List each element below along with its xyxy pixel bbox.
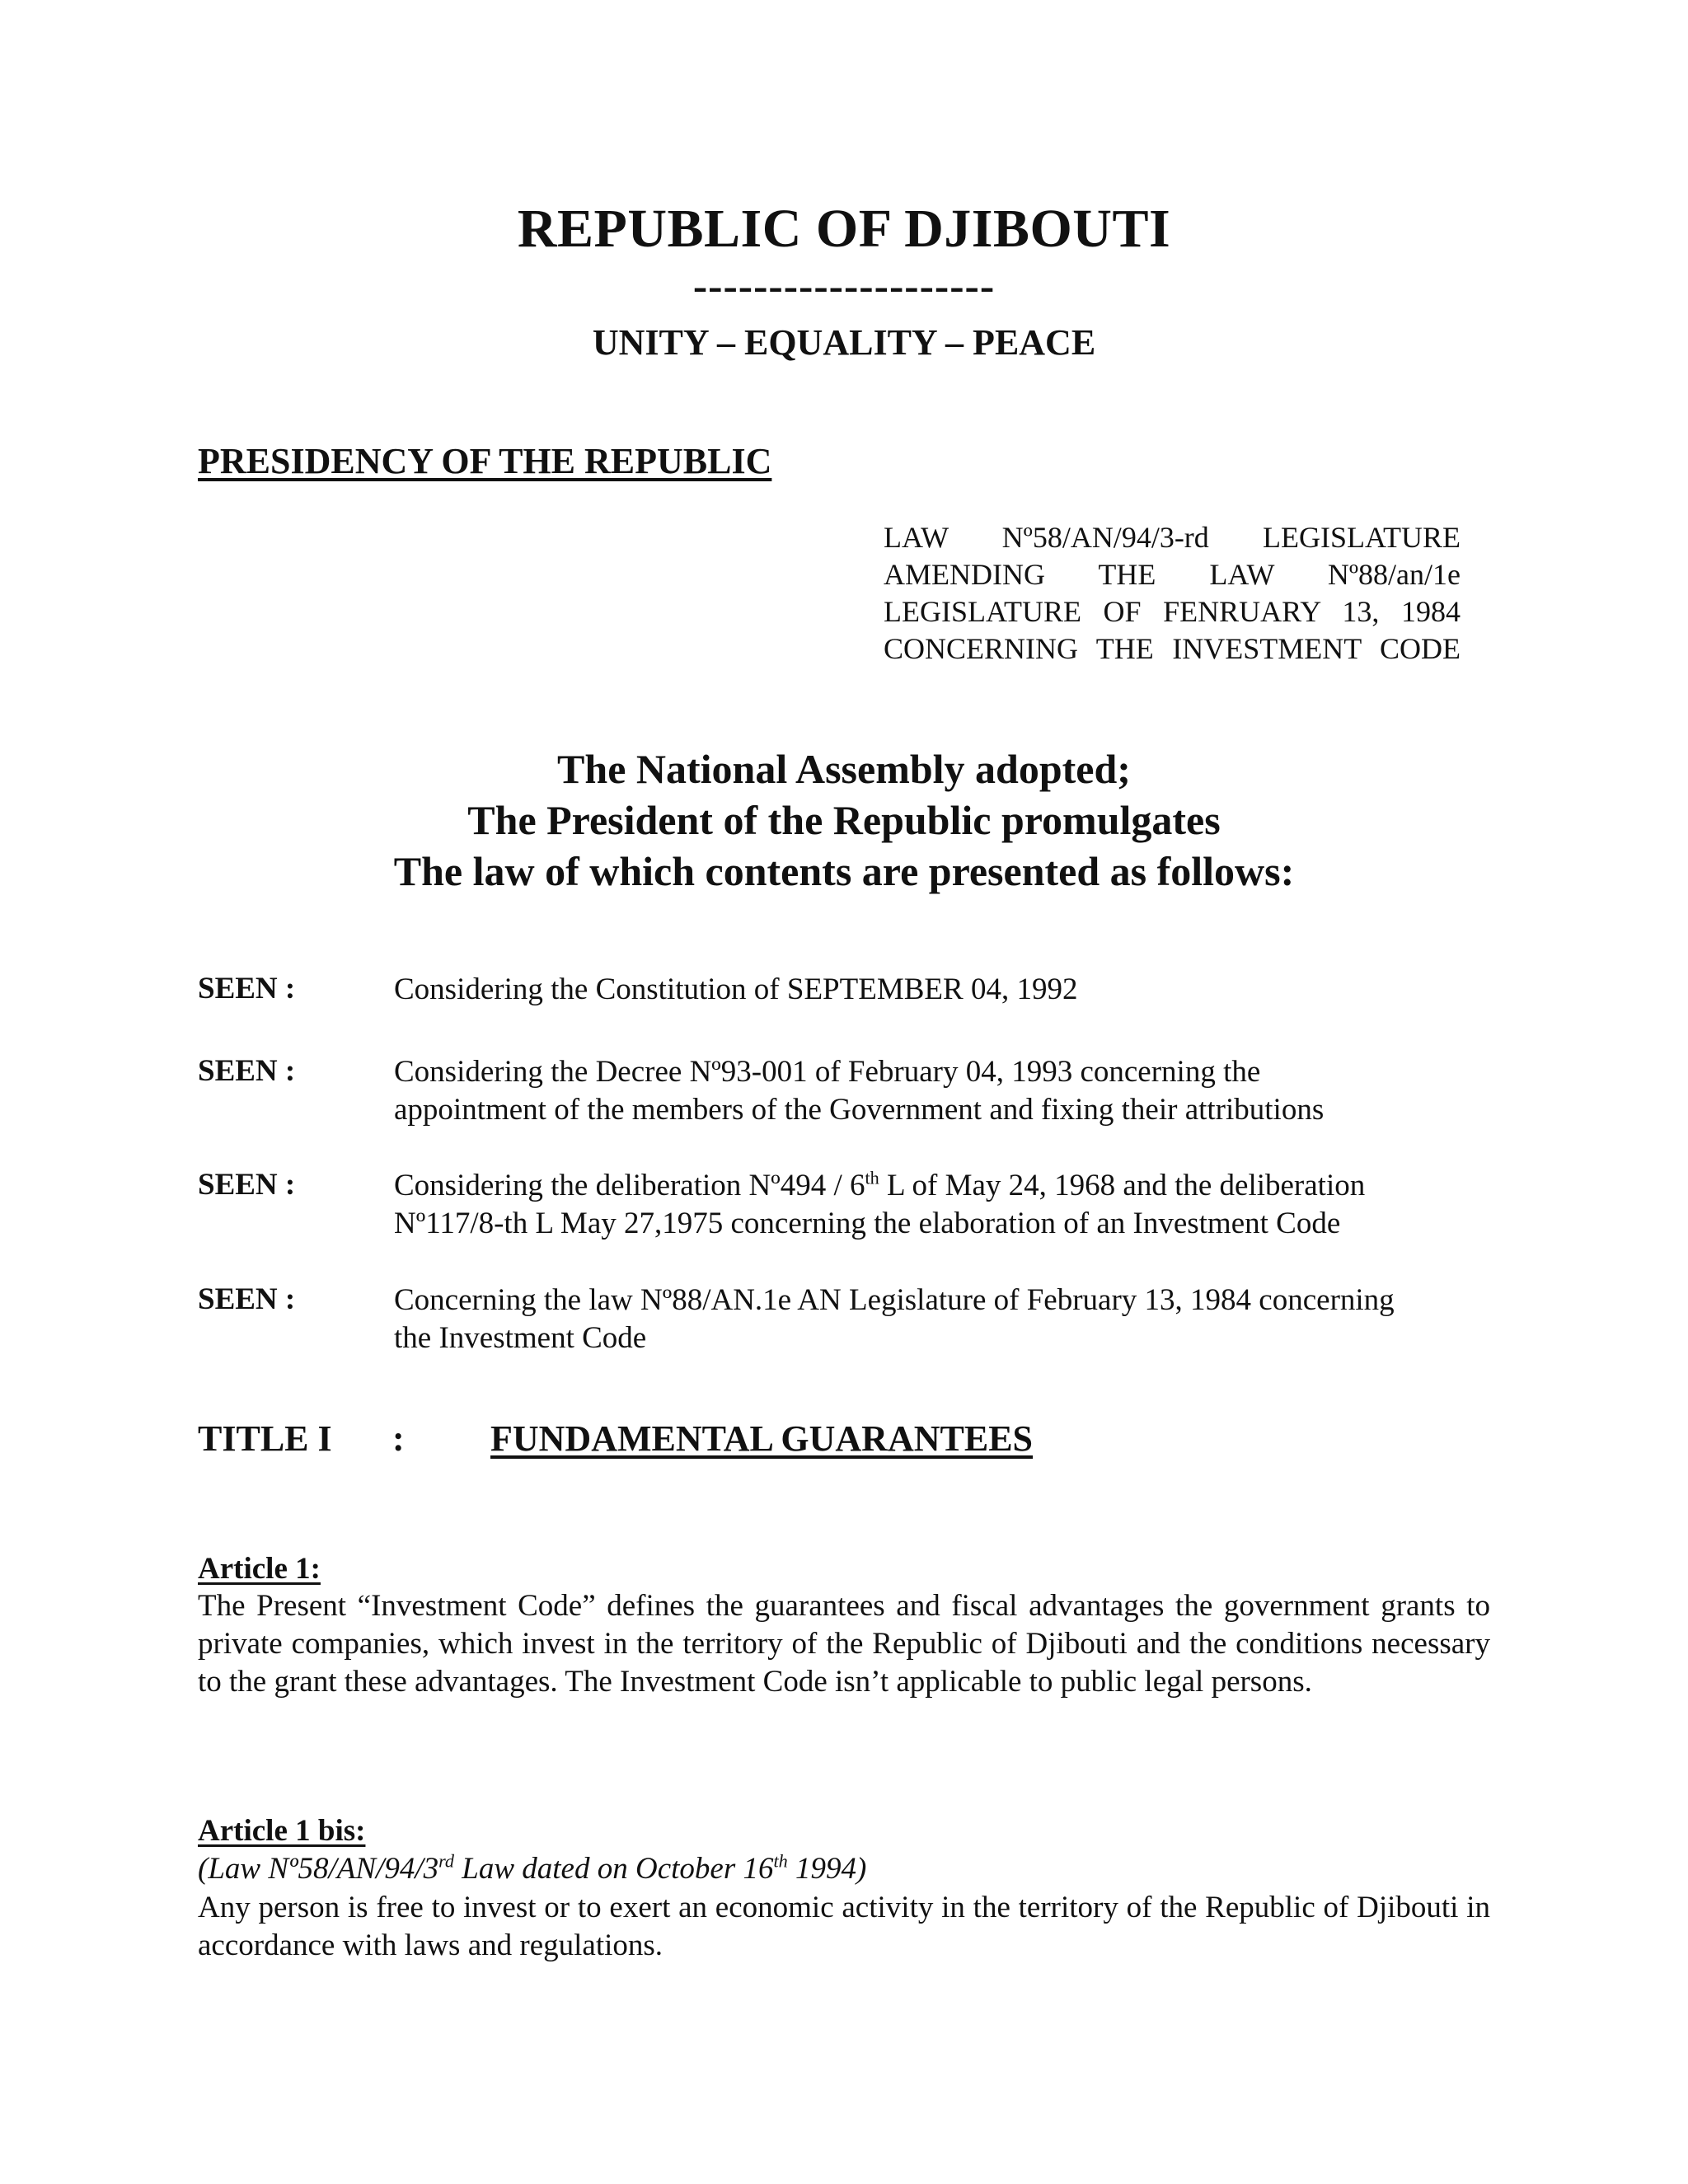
article-body: Any person is free to invest or to exert an economic activity in the territory of the Republic of Djibouti in accordance with laws and regulations. — [198, 1891, 1490, 1962]
seen-text-fragment: L of May 24, 1968 and the deliberation — [879, 1169, 1366, 1202]
title-colon: : — [392, 1418, 405, 1459]
seen-text-line: Concerning the law Nº88/AN.1e AN Legislature of February 13, 1984 concerning — [394, 1283, 1395, 1317]
promulgation-line: The law of which contents are presented as follows: — [393, 848, 1295, 894]
promulgation-line: The National Assembly adopted; — [557, 746, 1131, 792]
promulgation-statement — [0, 743, 1688, 897]
seen-text — [394, 1282, 1490, 1357]
ordinal-suffix: rd — [438, 1850, 455, 1872]
note-fragment: Law dated on October 16 — [454, 1852, 774, 1886]
law-reference-line: LAW Nº58/AN/94/3-rd LEGISLATURE — [884, 521, 1461, 554]
seen-text-line — [394, 1167, 1490, 1205]
ordinal-suffix: th — [865, 1167, 879, 1188]
article-amendment-note — [198, 1851, 866, 1886]
note-fragment: (Law Nº58/AN/94/3 — [198, 1852, 439, 1886]
seen-label: SEEN : — [198, 1282, 296, 1316]
title-name: FUNDAMENTAL GUARANTEES — [490, 1418, 1034, 1459]
presidency-heading: PRESIDENCY OF THE REPUBLIC — [198, 441, 772, 481]
seen-text-fragment: Considering the deliberation Nº494 / 6 — [394, 1169, 865, 1202]
title-separator: -------------------- — [692, 263, 996, 310]
law-reference-line: CONCERNING THE INVESTMENT CODE — [884, 632, 1461, 665]
seen-text — [394, 1053, 1490, 1129]
seen-text-line: Considering the Decree Nº93-001 of February 04, 1993 concerning the — [394, 1055, 1261, 1089]
article-heading: Article 1: — [198, 1552, 321, 1586]
title-number: TITLE I — [198, 1418, 332, 1459]
seen-text-line: the Investment Code — [394, 1321, 647, 1355]
promulgation-line: The President of the Republic promulgates — [467, 797, 1221, 843]
seen-label: SEEN : — [198, 972, 296, 1005]
seen-text-line: Nº117/8-th L May 27,1975 concerning the elaboration of an Investment Code — [394, 1207, 1341, 1240]
national-motto: UNITY – EQUALITY – PEACE — [592, 322, 1096, 363]
law-reference-line: AMENDING THE LAW Nº88/an/1e — [884, 558, 1461, 591]
ordinal-suffix: th — [773, 1850, 788, 1872]
seen-text — [394, 971, 1490, 1009]
seen-text — [394, 1167, 1490, 1243]
seen-text-line: appointment of the members of the Government and fixing their attributions — [394, 1093, 1325, 1127]
country-title: REPUBLIC OF DJIBOUTI — [517, 199, 1171, 259]
law-reference-block — [884, 519, 1461, 668]
seen-label: SEEN : — [198, 1168, 296, 1202]
seen-text-line: Considering the Constitution of SEPTEMBER 04, 1992 — [394, 972, 1078, 1006]
note-fragment: 1994) — [787, 1852, 867, 1886]
article-heading: Article 1 bis: — [198, 1814, 366, 1848]
seen-label: SEEN : — [198, 1054, 296, 1088]
article-body: The Present “Investment Code” defines the guarantees and fiscal advantages the government grants to private companies, which invest in the territory of the Republic of Djibouti and the conditions necessary to the grant these advantages. The Investment Code isn’t applicable to public legal persons. — [198, 1589, 1490, 1699]
law-reference-line: LEGISLATURE OF FENRUARY 13, 1984 — [884, 595, 1461, 628]
